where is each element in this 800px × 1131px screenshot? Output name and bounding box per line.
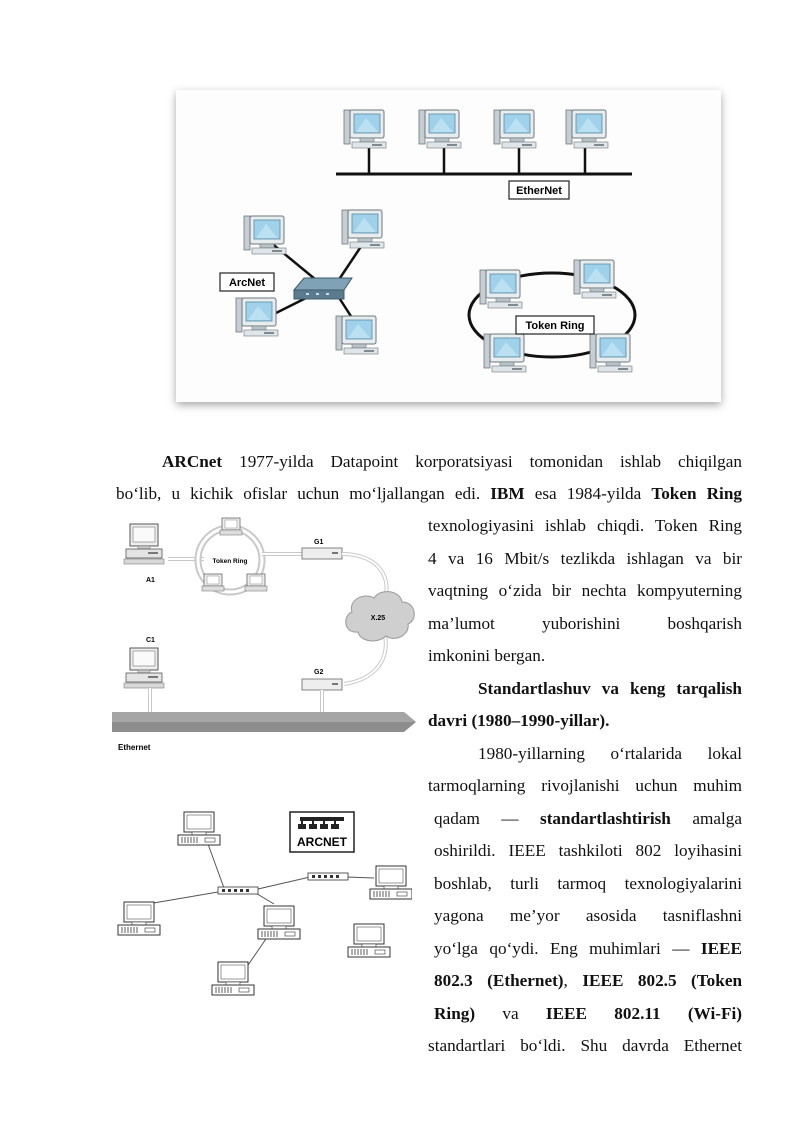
ethernet-pc-4: [566, 110, 608, 148]
arcnet-label: ArcNet: [228, 277, 266, 289]
arcnet-logo: [290, 812, 354, 852]
arcnet-figure: [112, 800, 412, 1005]
arcnet-computer-6: [212, 962, 254, 995]
ring-pc-right: [245, 574, 267, 591]
ieee-802-5-term: IEEE 802.5 (Token: [582, 971, 743, 990]
ieee-802-11-term: IEEE 802.11 (Wi-Fi): [545, 1004, 742, 1023]
line-1-text: 1977-yilda Datapoint korporatsiyasi tomonidan ishlab chiqilgan: [222, 452, 742, 471]
arcnet-computer-5: [348, 924, 390, 957]
token-ring-pc-3: [484, 334, 526, 372]
gateway-g1: [302, 548, 342, 559]
g1-label: G1: [314, 539, 324, 546]
arcnet-pc-3: [236, 298, 278, 336]
line-12: [434, 803, 742, 836]
ring-term: Ring): [434, 1004, 476, 1023]
line-15: yagona me’yor asosida tasniflashni: [434, 906, 742, 925]
line-6: ma’lumot yuborishini boshqarish: [428, 614, 742, 633]
g2-label: G2: [314, 669, 324, 676]
token-ring-pc-4: [590, 334, 632, 372]
arcnet-computer-4: [370, 866, 412, 899]
workstation-c1: [124, 648, 164, 688]
arcnet-pc-2: [342, 210, 384, 248]
line-17-comma: ,: [563, 971, 583, 990]
line-2-text-a: bo‘lib, u kichik ofislar uchun mo‘ljallangan edi.: [116, 484, 491, 503]
arcnet-term: ARCnet: [162, 452, 223, 471]
ethernet-pc-1: [344, 110, 386, 148]
line-13: oshirildi. IEEE tashkiloti 802 loyihasini: [434, 841, 742, 860]
line-12-text-a: qadam —: [434, 809, 541, 828]
line-12-text-c: amalga: [670, 809, 742, 828]
ieee-term: IEEE: [700, 939, 742, 958]
arcnet-logo-text: ARCNET: [297, 835, 347, 849]
arcnet-hub-left: [218, 887, 258, 894]
paragraph-line-2: [116, 478, 742, 511]
ieee-802-3-term: 802.3 (Ethernet): [434, 971, 564, 990]
line-16-text: yo‘lga qo‘ydi. Eng muhimlari —: [434, 939, 701, 958]
arcnet-hub-right: [308, 873, 348, 880]
arcnet-pc-1: [244, 216, 286, 254]
token-ring-label: Token Ring: [525, 320, 585, 332]
section-heading-line-2: davri (1980–1990-yillar).: [428, 711, 610, 730]
token-ring-term: Token Ring: [651, 484, 742, 503]
line-17: [434, 965, 742, 998]
ethernet-pc-3: [494, 110, 536, 148]
arcnet-hub: [294, 278, 352, 299]
token-ring-x25-figure: [112, 512, 416, 757]
ring-pc-left: [202, 574, 224, 591]
line-18-text: va: [475, 1004, 546, 1023]
token-ring-pc-2: [574, 260, 616, 298]
line-18: [434, 998, 742, 1031]
token-ring-pc-1: [480, 270, 522, 308]
line-7: imkonini bergan.: [428, 646, 546, 665]
line-4: 4 va 16 Mbit/s tezlikda ishlagan va bir: [428, 549, 742, 568]
line-10: 1980-yillarning o‘rtalarida lokal: [478, 744, 742, 763]
arcnet-computer-2: [118, 902, 160, 935]
line-14: boshlab, turli tarmoq texnologiyalarini: [434, 874, 742, 893]
line-5: vaqtning o‘zida bir nechta kompyuterning: [428, 581, 742, 600]
a1-label: A1: [146, 577, 155, 584]
arcnet-computer-3: [258, 906, 300, 939]
network-topologies-figure: [176, 90, 721, 402]
ring-pc-top: [220, 518, 242, 535]
standardization-term: standartlashtirish: [540, 809, 671, 828]
line-11: tarmoqlarning rivojlanishi uchun muhim: [428, 776, 742, 795]
ethernet-band-label: Ethernet: [118, 743, 151, 752]
line-3: texnologiyasini ishlab chiqdi. Token Ring: [428, 516, 742, 535]
token-ring-center-label: Token Ring: [212, 558, 248, 565]
ibm-term: IBM: [490, 484, 525, 503]
paragraph-line-1: [116, 446, 742, 479]
line-16: [434, 933, 742, 966]
x25-label: X.25: [370, 615, 386, 622]
arcnet-pc-4: [336, 316, 378, 354]
line-19: standartlari bo‘ldi. Shu davrda Ethernet: [428, 1036, 742, 1055]
line-2-text-b: esa 1984-yilda: [524, 484, 652, 503]
ethernet-label: EtherNet: [516, 185, 562, 197]
section-heading-line-1: Standartlashuv va keng tarqalish: [478, 679, 742, 698]
workstation-a1: [124, 524, 164, 564]
ethernet-pc-2: [419, 110, 461, 148]
arcnet-computer-1: [178, 812, 220, 845]
c1-label: C1: [146, 637, 155, 644]
gateway-g2: [302, 679, 342, 690]
